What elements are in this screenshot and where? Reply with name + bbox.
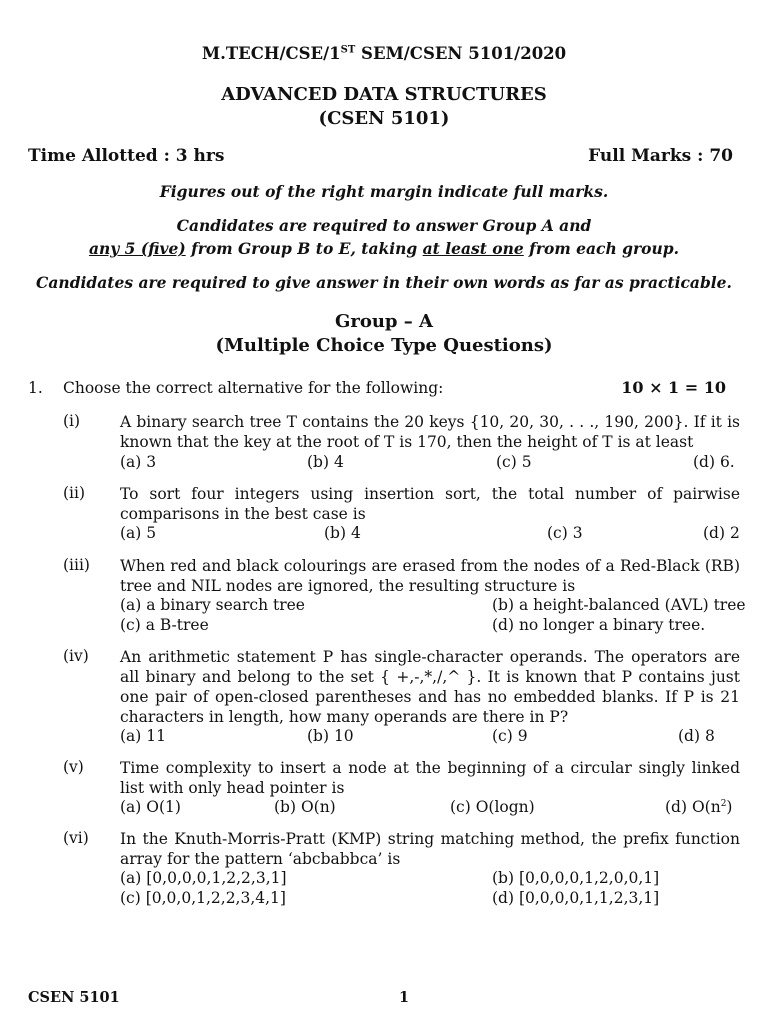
- option-a: (a) [0,0,0,0,1,2,2,3,1]: [120, 869, 287, 887]
- paper-title: ADVANCED DATA STRUCTURES: [221, 84, 547, 105]
- option-a: (a) 5: [120, 524, 157, 542]
- option-b: (b) 4: [307, 453, 344, 471]
- option-a: (a) 3: [120, 453, 157, 471]
- subquestion-number: (ii): [63, 484, 86, 502]
- option-c: (c) 3: [547, 524, 583, 542]
- paper-subtitle: (CSEN 5101): [318, 108, 450, 129]
- option-a: (a) O(1): [120, 798, 181, 816]
- option-d: (d) no longer a binary tree.: [492, 616, 706, 634]
- subquestion-text: When red and black colourings are erased from the nodes of a Red-Black (RB) tree and NIL nodes are ignored, the resulting structure is: [120, 557, 740, 595]
- option-c: (c) [0,0,0,1,2,2,3,4,1]: [120, 889, 286, 907]
- option-d: (d) 6.: [693, 453, 735, 471]
- question-marks: 10 × 1 = 10: [621, 378, 726, 397]
- page-number: 1: [399, 989, 410, 1006]
- instruction-choice: any 5 (five) from Group B to E, taking at least one from each group.: [88, 239, 680, 258]
- subquestion-text: To sort four integers using insertion sort, the total number of pairwise comparisons in the best case is: [120, 485, 740, 523]
- instruction-margin-marks: Figures out of the right margin indicate full marks.: [159, 182, 609, 201]
- option-c: (c) a B-tree: [120, 616, 209, 634]
- subquestion-number: (vi): [63, 829, 89, 847]
- question-number: 1.: [28, 379, 43, 397]
- option-b: (b) [0,0,0,0,1,2,0,0,1]: [492, 869, 660, 887]
- option-c: (c) 9: [492, 727, 528, 745]
- time-allotted: Time Allotted : 3 hrs: [28, 146, 225, 166]
- footer-code: CSEN 5101: [28, 989, 120, 1006]
- subquestion-text: A binary search tree T contains the 20 keys {10, 20, 30, . . ., 190, 200}. If it is known that the key at the root of T is 170, then the height of T is at least: [120, 413, 740, 451]
- option-d: (d) $O(n^2)$: [665, 798, 733, 816]
- question-text: Choose the correct alternative for the following:: [63, 379, 444, 397]
- subquestion-text: Time complexity to insert a node at the beginning of a circular singly linked list with only head pointer is: [120, 759, 740, 797]
- instruction-own-words: Candidates are required to give answer in their own words as far as practicable.: [36, 273, 732, 292]
- subquestion-number: (i): [63, 412, 81, 430]
- option-a: (a) 11: [120, 727, 166, 745]
- subquestion-number: (iv): [63, 647, 89, 665]
- option-c: (c) 5: [496, 453, 532, 471]
- subquestion-text: In the Knuth-Morris-Pratt (KMP) string matching method, the prefix function array for the pattern ‘abcbabbca’ is: [120, 830, 740, 868]
- subquestion-text: An arithmetic statement P has single-character operands. The operators are all binary and belong to the set { +,-,*,/,^ }. It is known that P contains just one pair of open-closed parentheses and has no embedded blanks. If P is 21 characters in length, how many operands are there in P?: [120, 648, 740, 726]
- option-c: (c) O(logn): [450, 798, 535, 816]
- full-marks: Full Marks : 70: [588, 146, 733, 166]
- option-b: (b) 10: [307, 727, 354, 745]
- option-d: (d) [0,0,0,0,1,1,2,3,1]: [492, 889, 660, 907]
- option-a: (a) a binary search tree: [120, 596, 305, 614]
- group-subtitle: (Multiple Choice Type Questions): [215, 335, 553, 356]
- group-title: Group – A: [334, 311, 434, 332]
- option-b: (b) 4: [324, 524, 361, 542]
- option-b: (b) O(n): [274, 798, 336, 816]
- subquestion-number: (iii): [63, 556, 90, 574]
- option-b: (b) a height-balanced (AVL) tree: [492, 596, 746, 614]
- option-d: (d) 8: [678, 727, 715, 745]
- subquestion-number: (v): [63, 758, 84, 776]
- instruction-answer-group: Candidates are required to answer Group A and: [176, 216, 592, 235]
- option-d: (d) 2: [703, 524, 740, 542]
- paper-code: M.TECH/CSE/1ST SEM/CSEN 5101/2020: [201, 44, 567, 63]
